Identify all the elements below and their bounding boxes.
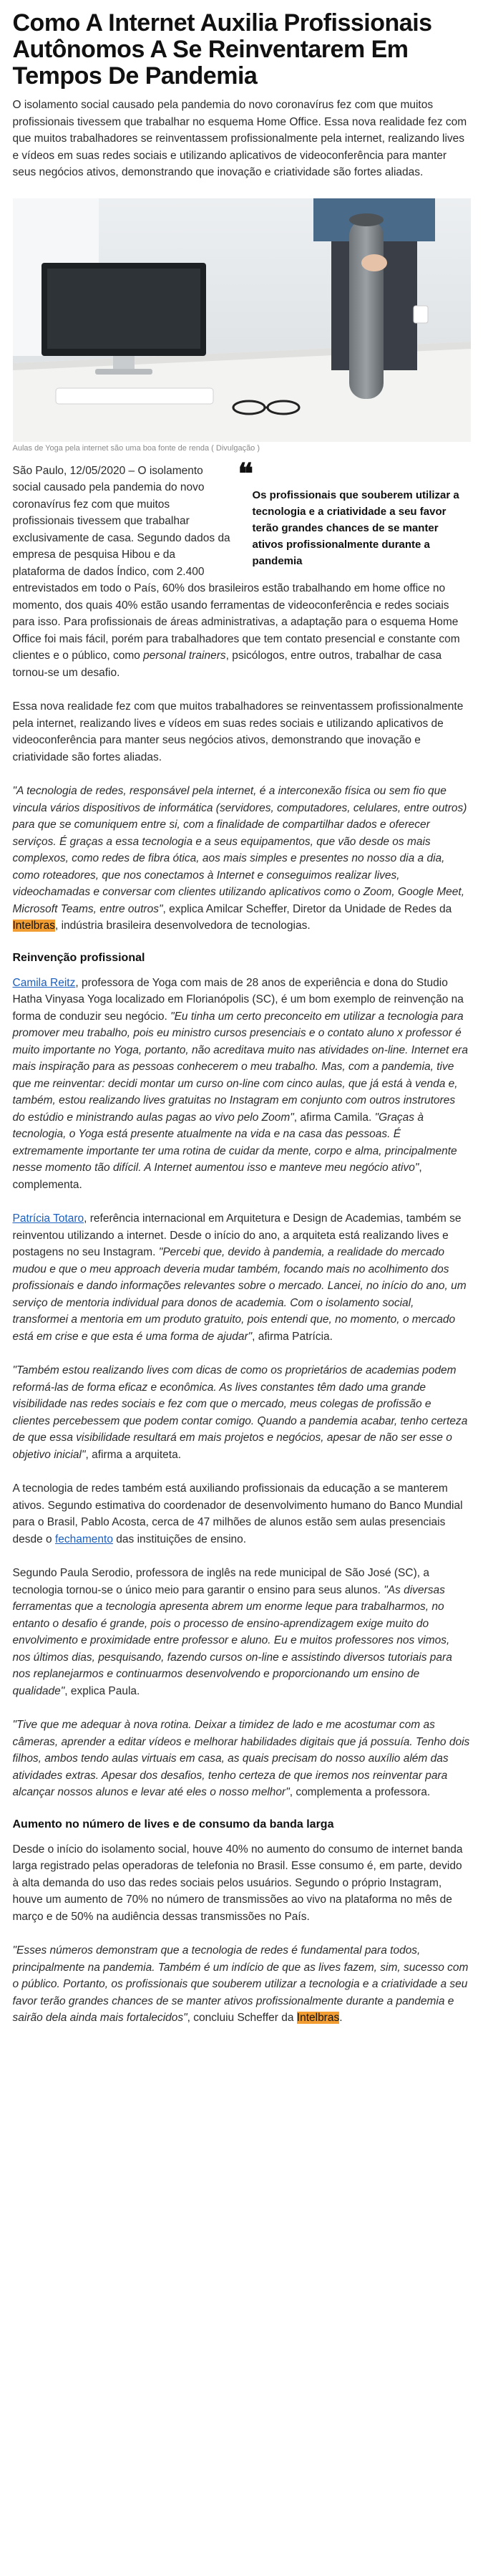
brand-highlight-intelbras: Intelbras (12, 920, 55, 932)
quote-paula-2: "Tive que me adequar à nova rotina. Deixar a timidez de lado e me acostumar com as câmeras, aprender a editar vídeos e melhorar habilidades digitais que já possuía. Tenho dois filhos, ambos tendo aulas virtuais em casa, as quais precisam do nosso auxílio além das atividades extras. Apesar dos desafios, tenho certeza de que iremos nos reinventar para alcançar nossos alunos e levar até eles o nosso melhor" (12, 1719, 470, 1798)
paragraph-10: Desde o início do isolamento social, houve 40% no aumento do consumo de internet banda larga registrado pelas operadoras de telefonia no Brasil. Esse consumo é, em parte, devido à alta demanda do uso das redes sociais pelos usuários. Segundo o próprio Instagram, houve um aumento de 70% no número de transmissões ao vivo na plataforma no mês de março e de 50% na audiência dessas transmissões no País. (12, 1843, 463, 1923)
brand-highlight-intelbras-2: Intelbras (296, 2012, 340, 2024)
paragraph-3-end: , indústria brasileira desenvolvedora de tecnologias. (54, 920, 311, 932)
paragraph-8-text: Segundo Paula Serodio, professora de inglês na rede municipal de São José (SC), a tecnologia tornou-se o único meio para garantir o ensino para seus alunos. (12, 1567, 429, 1596)
quote-camila-2: "Graças à tecnologia, o Yoga está presente atualmente na vida e na casa das pessoas. É extremamente importante ter uma rotina de cuidar da mente, corpo e alma, principalmente nesse momento tão difícil. A Internet aumentou isso e manteve meu negócio ativo" (12, 1111, 457, 1174)
quote-camila-1: "Eu tinha um certo preconceito em utilizar a tecnologia para promover meu trabalho, pois eu ministro cursos presenciais e o contato aluno x professor é muito importante no Yoga, portanto, não acreditava muito nas atividades on-line. Internet era mais inspiração para as pessoas conhecerem o meu trabalho. Mas, com a pandemia, tive que me reinventar: decidi montar um curso on-line com cinco aulas, que já está à venda e, também, estou realizando lives gratuitas no Instagram em conjunto com outros instrutores do estúdio e ministrando aulas pagas ao vivo pelo Zoom" (12, 1010, 468, 1124)
article-hero-image (13, 198, 471, 442)
paragraph-7 (13, 1480, 471, 1548)
pull-quote-text: Os profissionais que souberem utilizar a tecnologia e a criatividade a seu favor terão grandes chances de se manter ativos profissionalmente durante a pandemia (252, 488, 459, 567)
paragraph-5-text: , referência internacional em Arquitetura e Design de Academias, também se reinventou utilizando a internet. Desde o início do ano, a arquiteta está realizando lives e postagens no seu Instagram. (12, 1212, 462, 1258)
subtitle-reinvencao: Reinvenção profissional (12, 951, 145, 964)
quote-scheffer-2: "Esses números demonstram que a tecnologia de redes é fundamental para todos, principalmente na pandemia. Também é um indício de que as lives fazem, sim, sucesso com o público. Portanto, os profissionais que souberem utilizar a tecnologia e a criatividade a seu favor terão grandes chances de se manter ativos profissionalmente durante a pandemia e sairão dela ainda mais fortalecidos" (12, 1944, 469, 2024)
article (13, 0, 471, 2027)
subtitle-aumento-lives: Aumento no número de lives e de consumo da banda larga (12, 1818, 334, 1830)
pull-quote (238, 456, 471, 569)
paragraph-11-attribution: , concluiu Scheffer da (187, 2012, 297, 2024)
paragraph-2: Essa nova realidade fez com que muitos trabalhadores se reinventassem profissionalmente pela internet, realizando lives e vídeos em suas redes sociais e utilizando aplicativos de videoconferência para manter seus negócios ativos, demonstrando que inovação e criatividade são fortes aliadas. (12, 700, 464, 763)
paragraph-9 (13, 1717, 471, 1801)
quote-patricia-1: "Percebi que, devido à pandemia, a realidade do mercado mudou e que o meu approach deveria mudar também, focando mais no acolhimento dos profissionais e dando informações relevantes sobre o mercado. Lancei, no início do ano, um serviço de mentoria individual para donos de academia. Com o isolamento social, transformei a mentoria em um produto gratuito, pois entendi que, no momento, o mercado está em crise e que esta é uma forma de ajudar" (12, 1246, 467, 1343)
paragraph-4 (13, 975, 471, 1194)
article-title: Como A Internet Auxilia Profissionais Autônomos A Se Reinventarem Em Tempos De Pandemia (12, 9, 432, 90)
image-caption: Aulas de Yoga pela internet são uma boa fonte de renda ( Divulgação ) (12, 443, 260, 453)
paragraph-1-end: , psicólogos, entre outros, trabalhar de casa tornou-se um desafio. (12, 650, 442, 679)
quote-scheffer-1: "A tecnologia de redes, responsável pela internet, é a interconexão física ou sem fio que vincula vários dispositivos de informática (servidores, computadores, celulares, entre outros) para que se comuniquem entre si, com a finalidade de compartilhar dados e oferecer serviços. É graças a essa tecnologia e a seus equipamentos, que vão desde os mais complexos, como redes de fibra ótica, aos mais simples e presentes no nosso dia a dia, como roteadores, que nos conectamos à Internet e conseguimos realizar lives, videochamadas e conversar com clientes utilizando aplicativos como o Zoom, Google Meet, Microsoft Teams, entre outros" (12, 785, 467, 915)
paragraph-3-attribution: , explica Amilcar Scheffer, Diretor da Unidade de Redes da (162, 902, 452, 915)
paragraph-4-text: , professora de Yoga com mais de 28 anos de experiência e dona do Studio Hatha Vinyasa Yoga localizado em Florianópolis (SC), é um bom exemplo de reinvenção na forma de conduzir seu negócio. (12, 976, 464, 1023)
fechamento-link[interactable]: fechamento (54, 1533, 113, 1545)
paragraph-8 (13, 1565, 471, 1699)
article-lead: O isolamento social causado pela pandemia do novo coronavírus fez com que muitos profissionais tivessem que trabalhar no esquema Home Office. Essa nova realidade fez com que muitos trabalhadores se reinventassem profissionalmente pela internet, realizando lives e vídeos em suas redes sociais e utilizando aplicativos de videoconferência para manter seus negócios ativos, demonstrando que inovação e criatividade são fortes aliadas. (12, 99, 467, 178)
paragraph-11-end: . (339, 2012, 343, 2024)
paragraph-9-end: , complementa a professora. (289, 1786, 431, 1798)
paragraph-5 (13, 1210, 471, 1345)
paragraph-6-end: , afirma a arquiteta. (85, 1448, 182, 1461)
paragraph-11 (13, 1942, 471, 2027)
paragraph-7-text: A tecnologia de redes também está auxiliando profissionais da educação a se manterem ativos. Segundo estimativa do coordenador de desenvolvimento humano do Banco Mundial para o Brasil, Pablo Acosta, cerca de 47 milhões de alunos estão sem aulas presenciais desde o (12, 1482, 463, 1545)
quote-patricia-2: "Também estou realizando lives com dicas de como os proprietários de academias podem reformá-las de forma eficaz e econômica. As lives constantes têm dado uma grande visibilidade nas redes sociais e fez com que o mercado, meus colegas de profissão e clientes percebessem que podem contar comigo. Quando a pandemia acabar, tenho certeza de que essa visibilidade resultará em mais projetos e negócios, apesar de não ser esse o objetivo inicial" (12, 1364, 468, 1461)
paragraph-5-end: , afirma Patrícia. (252, 1330, 333, 1343)
intro-section (12, 456, 471, 682)
patricia-totaro-link[interactable]: Patrícia Totaro (12, 1212, 84, 1225)
paragraph-1-text: São Paulo, 12/05/2020 – O isolamento social causado pela pandemia do novo coronavírus fez com que muitos profissionais tivessem que trabalhar exclusivamente de casa. Segundo dados da empresa de pesquisa Hibou e da plataforma de dados Índico, com 2.400 entrevistados em todo o País, 60% dos brasileiros estão trabalhando em home office no momento, dos quais 40% estão usando ferramentas de videoconferência e redes sociais para isso. Para profissionais de áreas administrativas, a adaptação para o esquema Home Office foi mais fácil, porém para trabalhadores que tem contato presencial e constante com clientes e o público, como (12, 464, 460, 662)
paragraph-7-end: das instituições de ensino. (112, 1533, 247, 1545)
quote-icon: ❝ (238, 456, 254, 491)
paragraph-8-end: , explica Paula. (64, 1684, 140, 1697)
paragraph-3 (13, 783, 471, 935)
paragraph-4-end: , complementa. (12, 1162, 422, 1191)
quote-paula-1: "As diversas ferramentas que a tecnologia apresenta abrem um enorme leque para trabalharmos, no entanto o desafio é grande, pois o processo de ensino-aprendizagem exige muito do envolvimento e proximidade entre professor e aluno. Eu e muitos professores nos vimos, nos últimos dias, pesquisando, fazendo cursos on-line e assistindo diversos tutoriais para nos replanejarmos e continuarmos desenvolvendo e proporcionando um ensino de qualidade" (12, 1583, 452, 1697)
camila-reitz-link[interactable]: Camila Reitz (12, 976, 76, 989)
paragraph-4-mid: , afirma Camila. (293, 1111, 375, 1124)
personal-trainers-text: personal trainers (143, 650, 226, 662)
paragraph-6 (13, 1362, 471, 1463)
